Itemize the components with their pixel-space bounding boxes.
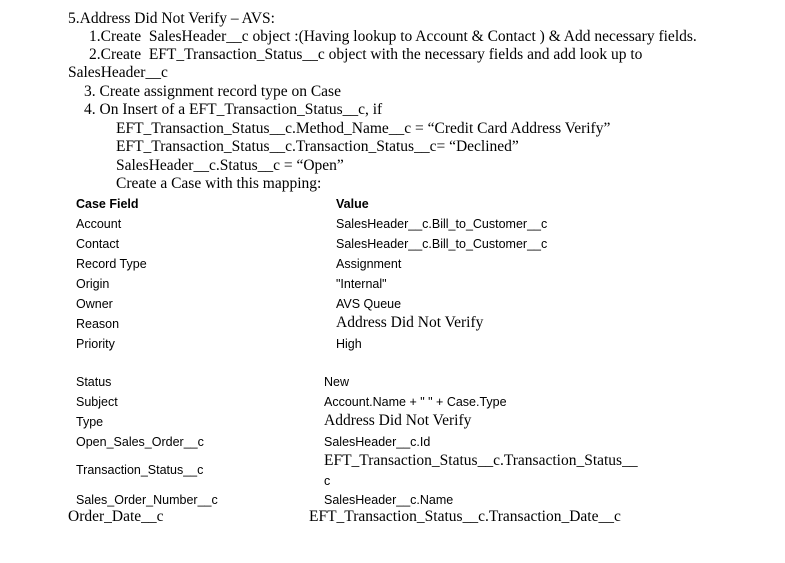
table-row-value: SalesHeader__c.Bill_to_Customer__c — [336, 237, 548, 251]
table-row-value: Address Did Not Verify — [324, 412, 472, 429]
step-2-continued: SalesHeader__c — [68, 64, 168, 81]
table-header-value: Value — [336, 197, 369, 211]
table-row-field: Reason — [76, 317, 120, 331]
condition-sales-header-status: SalesHeader__c.Status__c = “Open” — [116, 157, 344, 174]
table-row-field: Sales_Order_Number__c — [76, 493, 218, 507]
table-row-field: Account — [76, 217, 122, 231]
table-row-value: AVS Queue — [336, 297, 402, 311]
table-row-value: SalesHeader__c.Name — [324, 493, 454, 507]
table-row-value: "Internal" — [336, 277, 387, 291]
table-row-value: SalesHeader__c.Bill_to_Customer__c — [336, 217, 548, 231]
table-row-field: Subject — [76, 395, 118, 409]
table-row-value: EFT_Transaction_Status__c.Transaction_Status__ — [324, 452, 638, 469]
step-3: 3. Create assignment record type on Case — [84, 83, 341, 100]
table-row-value: Assignment — [336, 257, 402, 271]
step-1: 1.Create SalesHeader__c object :(Having lookup to Account & Contact ) & Add necessary fields. — [89, 28, 697, 45]
table-row-value: New — [324, 375, 350, 389]
table-row-field: Owner — [76, 297, 113, 311]
table-row-field: Transaction_Status__c — [76, 463, 204, 477]
table-row-value-continued: c — [324, 474, 331, 488]
table-row-field: Priority — [76, 337, 115, 351]
step-4: 4. On Insert of a EFT_Transaction_Status__c, if — [84, 101, 383, 118]
step-2: 2.Create EFT_Transaction_Status__c object with the necessary fields and add look up to — [89, 46, 643, 63]
table-row-value: SalesHeader__c.Id — [324, 435, 431, 449]
table-row-field: Status — [76, 375, 112, 389]
table-row-field: Type — [76, 415, 104, 429]
action-create-case: Create a Case with this mapping: — [116, 175, 322, 192]
condition-method-name: EFT_Transaction_Status__c.Method_Name__c = “Credit Card Address Verify” — [116, 120, 611, 137]
table-row-value: Address Did Not Verify — [336, 314, 484, 331]
table-row-value: High — [336, 337, 362, 351]
table-row-value: Account.Name + " " + Case.Type — [324, 395, 507, 409]
table-row-value: EFT_Transaction_Status__c.Transaction_Date__c — [309, 508, 621, 525]
table-row-field: Order_Date__c — [68, 508, 164, 525]
table-header-case-field: Case Field — [76, 197, 139, 211]
section-heading: 5.Address Did Not Verify – AVS: — [68, 10, 275, 27]
table-row-field: Contact — [76, 237, 120, 251]
table-row-field: Open_Sales_Order__c — [76, 435, 204, 449]
table-row-field: Record Type — [76, 257, 147, 271]
condition-transaction-status: EFT_Transaction_Status__c.Transaction_Status__c= “Declined” — [116, 138, 519, 155]
table-row-field: Origin — [76, 277, 110, 291]
